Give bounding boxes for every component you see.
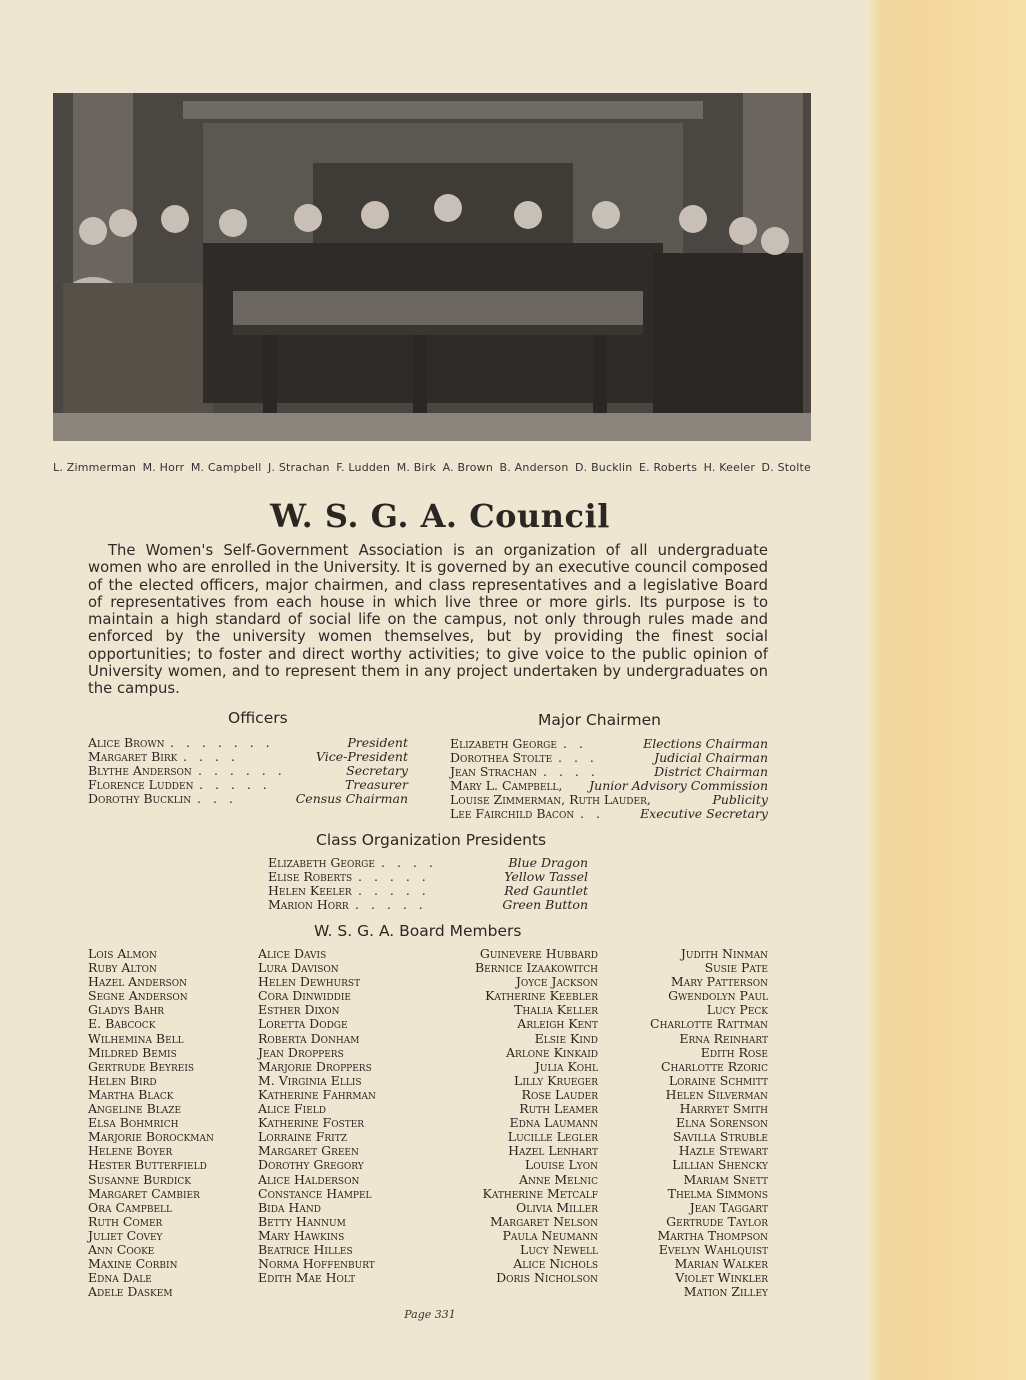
board-member: Hazel Anderson <box>88 974 188 990</box>
leader-dots: . . . . <box>381 855 437 870</box>
role-title: Elections Chairman <box>643 736 768 751</box>
board-member: Alice Halderson <box>258 1171 360 1187</box>
board-member: Gladys Bahr <box>88 1002 165 1018</box>
board-member: Evelyn Wahlquist <box>658 1241 768 1257</box>
member-name: Louise Zimmerman, Ruth Lauder, <box>450 792 651 808</box>
caption-name: E. Roberts <box>638 461 698 474</box>
board-member: Juliet Covey <box>88 1227 163 1243</box>
caption-name: B. Anderson <box>499 461 569 474</box>
major-chairmen-list <box>450 737 768 822</box>
board-member: Ruth Leamer <box>519 1101 598 1117</box>
board-member: Susanne Burdick <box>88 1171 192 1187</box>
role-row <box>268 870 588 884</box>
leader-dots: . . <box>563 736 587 751</box>
board-member: Betty Hannum <box>258 1213 346 1229</box>
board-member: Rose Lauder <box>521 1086 598 1102</box>
board-member: Beatrice Hilles <box>258 1241 353 1257</box>
member-name: Alice Brown <box>88 735 165 750</box>
board-member: Bida Hand <box>258 1199 321 1215</box>
board-member: Wilhemina Bell <box>88 1030 184 1046</box>
board-member: Edith Mae Holt <box>258 1270 356 1286</box>
board-member: Loretta Dodge <box>258 1016 348 1032</box>
board-member: Lois Almon <box>88 946 157 961</box>
board-column-1 <box>88 947 214 1299</box>
role-row <box>88 778 408 792</box>
member-name: Dorothea Stolte <box>450 750 553 766</box>
role-title: Judicial Chairman <box>654 750 768 766</box>
leader-dots: . . . . . <box>199 777 271 793</box>
role-row <box>450 793 768 807</box>
board-member: Susie Pate <box>704 960 768 976</box>
member-name: Elizabeth George <box>450 736 557 751</box>
caption-name: J. Strachan <box>268 461 330 474</box>
board-member: Thalia Keller <box>514 1002 598 1018</box>
board-column-4 <box>590 947 768 1299</box>
board-member: Segne Anderson <box>88 988 188 1004</box>
leader-dots: . . <box>580 806 604 822</box>
page-title: W. S. G. A. Council <box>270 497 610 535</box>
role-row <box>450 751 768 765</box>
board-member: Hazle Stewart <box>678 1143 768 1159</box>
caption-name: H. Keeler <box>703 461 756 474</box>
board-member: Loraine Schmitt <box>668 1072 768 1088</box>
role-title: Blue Dragon <box>508 855 588 870</box>
leader-dots: . . . . . <box>358 869 430 885</box>
role-row <box>268 856 588 870</box>
group-photo-illustration <box>53 93 811 441</box>
board-member: Helen Dewhurst <box>258 974 361 990</box>
board-member: Julia Kohl <box>534 1058 598 1074</box>
board-member: Angeline Blaze <box>88 1101 182 1117</box>
leader-dots: . . . . . . <box>198 763 286 779</box>
leader-dots: . . . . <box>543 764 599 780</box>
board-member: Elna Sorenson <box>675 1115 768 1131</box>
board-member: Norma Hoffenburt <box>258 1256 375 1272</box>
board-member: Jean Taggart <box>689 1199 768 1215</box>
board-member: Lucille Legler <box>507 1129 598 1145</box>
caption-name: L. Zimmerman <box>53 461 137 474</box>
member-name: Dorothy Bucklin <box>88 791 192 807</box>
board-member: Olivia Miller <box>516 1199 598 1215</box>
board-member: Margaret Nelson <box>490 1213 598 1229</box>
board-member: Gertrude Beyreis <box>88 1058 195 1074</box>
board-member: Maxine Corbin <box>88 1256 178 1272</box>
board-member: Marjorie Droppers <box>258 1058 372 1074</box>
caption-name: D. Bucklin <box>575 461 633 474</box>
role-title: District Chairman <box>654 764 768 780</box>
role-row <box>88 750 408 764</box>
member-name: Jean Strachan <box>450 764 537 780</box>
leader-dots: . . . . . <box>358 883 430 899</box>
board-member: Lura Davison <box>258 960 339 976</box>
board-member: Hester Butterfield <box>88 1157 207 1173</box>
board-member: Guinevere Hubbard <box>479 946 598 961</box>
board-member: Arleigh Kent <box>517 1016 598 1032</box>
board-member: Helen Bird <box>88 1072 157 1088</box>
role-row <box>268 898 588 912</box>
board-member: Ruth Comer <box>88 1213 163 1229</box>
board-member: Edith Rose <box>700 1044 768 1060</box>
board-member: Louise Lyon <box>524 1157 598 1173</box>
board-member: Lucy Newell <box>520 1241 598 1257</box>
role-title: Publicity <box>712 792 768 808</box>
member-name: Margaret Birk <box>88 749 178 765</box>
major-chairmen-heading: Major Chairmen <box>538 711 661 729</box>
board-member: Lorraine Fritz <box>258 1129 347 1145</box>
member-name: Marion Horr <box>268 897 349 913</box>
board-member: Alice Nichols <box>513 1256 598 1272</box>
leader-dots: . . . . <box>183 749 239 765</box>
board-member: Edna Laumann <box>509 1115 598 1131</box>
board-member: Thelma Simmons <box>667 1185 768 1201</box>
role-row <box>450 779 768 793</box>
officers-heading: Officers <box>228 709 288 727</box>
role-title: Secretary <box>346 763 408 779</box>
board-member: Anne Melnic <box>519 1171 598 1187</box>
leader-dots: . . . <box>197 791 237 807</box>
board-member: Roberta Donham <box>258 1030 360 1046</box>
board-member: Violet Winkler <box>675 1270 768 1286</box>
class-presidents-list <box>268 856 588 912</box>
board-member: Lillian Shencky <box>672 1157 768 1173</box>
member-name: Mary L. Campbell, <box>450 778 563 794</box>
board-member: E. Babcock <box>88 1016 156 1032</box>
board-member: Katherine Foster <box>258 1115 365 1131</box>
board-member: Arlone Kinkaid <box>506 1044 598 1060</box>
class-presidents-heading: Class Organization Presidents <box>316 831 547 849</box>
role-title: Executive Secretary <box>640 806 768 822</box>
board-member: Edna Dale <box>88 1270 152 1286</box>
board-member: Elsie Kind <box>534 1030 598 1046</box>
board-column-2 <box>258 947 376 1285</box>
board-column-3 <box>420 947 598 1285</box>
role-title: Red Gauntlet <box>504 883 588 899</box>
board-member: Ruby Alton <box>88 960 157 976</box>
role-title: Treasurer <box>345 777 408 793</box>
role-row <box>88 764 408 778</box>
board-member: Doris Nicholson <box>496 1270 598 1286</box>
role-row <box>88 736 408 750</box>
caption-name: F. Ludden <box>336 461 391 474</box>
role-row <box>450 737 768 751</box>
board-member: Adele Daskem <box>88 1284 173 1300</box>
role-title: Junior Advisory Commission <box>589 778 768 794</box>
board-member: Mation Zilley <box>683 1284 768 1300</box>
member-name: Elise Roberts <box>268 869 353 885</box>
board-member: Mary Hawkins <box>258 1227 345 1243</box>
caption-name: D. Stolte <box>761 461 811 474</box>
board-member: Constance Hampel <box>258 1185 372 1201</box>
board-member: Alice Davis <box>258 946 327 961</box>
board-member: Marian Walker <box>674 1256 768 1272</box>
board-member: M. Virginia Ellis <box>258 1072 362 1088</box>
board-member: Elsa Bohmrich <box>88 1115 179 1131</box>
board-member: Hazel Lenhart <box>508 1143 598 1159</box>
board-member: Helen Silverman <box>665 1086 768 1102</box>
board-member: Bernice Izaakowitch <box>475 960 598 976</box>
board-member: Charlotte Rattman <box>650 1016 768 1032</box>
role-title: President <box>347 735 408 750</box>
member-name: Lee Fairchild Bacon <box>450 806 575 822</box>
board-member: Judith Ninman <box>680 946 768 961</box>
caption-name: A. Brown <box>442 461 494 474</box>
board-member: Gertrude Taylor <box>666 1213 768 1229</box>
role-row <box>268 884 588 898</box>
board-heading: W. S. G. A. Board Members <box>314 922 522 940</box>
caption-name: M. Horr <box>142 461 185 474</box>
page-number: Page 331 <box>404 1308 456 1321</box>
board-member: Ora Campbell <box>88 1199 172 1215</box>
board-member: Margaret Green <box>258 1143 359 1159</box>
leader-dots: . . . . . <box>355 897 427 913</box>
board-member: Alice Field <box>258 1101 326 1117</box>
member-name: Elizabeth George <box>268 855 375 870</box>
member-name: Helen Keeler <box>268 883 352 899</box>
board-member: Martha Thompson <box>657 1227 768 1243</box>
board-member: Mariam Snett <box>683 1171 768 1187</box>
board-member: Joyce Jackson <box>515 974 598 990</box>
board-member: Charlotte Rzoric <box>660 1058 768 1074</box>
photo-caption <box>53 461 811 474</box>
board-member: Harryet Smith <box>679 1101 768 1117</box>
role-row <box>450 765 768 779</box>
board-member: Marjorie Borockman <box>88 1129 214 1145</box>
board-member: Lilly Krueger <box>514 1072 598 1088</box>
leader-dots: . . . . . . . <box>170 735 274 750</box>
officers-list <box>88 736 408 806</box>
board-member: Margaret Cambier <box>88 1185 200 1201</box>
board-member: Lucy Peck <box>706 1002 768 1018</box>
board-member: Paula Neumann <box>502 1227 598 1243</box>
role-title: Vice-President <box>315 749 408 765</box>
intro-paragraph: The Women's Self-Government Association is an organization of all undergraduate women who are enrolled in the University. It is governed by an executive council composed of the elected officers, major chairmen, and class representatives and a legislative Board of representatives from each house in which live three or more girls. Its purpose is to maintain a high standard of social life on the campus, not only through rules made and enforced by the university women themselves, but by providing the finest social opportunities; to foster and direct worthy activities; to give voice to the public opinion of University women, and to represent them in any project undertaken by undergraduates on the campus. <box>88 542 768 698</box>
role-title: Census Chairman <box>295 791 408 807</box>
member-name: Blythe Anderson <box>88 763 192 779</box>
board-member: Esther Dixon <box>258 1002 340 1018</box>
board-member: Erna Reinhart <box>679 1030 768 1046</box>
board-member: Dorothy Gregory <box>258 1157 364 1173</box>
board-member: Mildred Bemis <box>88 1044 177 1060</box>
board-member: Katherine Metcalf <box>482 1185 598 1201</box>
role-title: Yellow Tassel <box>504 869 588 885</box>
role-row <box>450 807 768 821</box>
board-member: Gwendolyn Paul <box>668 988 768 1004</box>
board-member: Katherine Keebler <box>485 988 598 1004</box>
board-member: Helene Boyer <box>88 1143 173 1159</box>
role-row <box>88 792 408 806</box>
caption-name: M. Campbell <box>190 461 262 474</box>
leader-dots: . . . <box>558 750 598 766</box>
board-member: Mary Patterson <box>670 974 768 990</box>
member-name: Florence Ludden <box>88 777 194 793</box>
board-member: Martha Black <box>88 1086 174 1102</box>
caption-name: M. Birk <box>396 461 437 474</box>
board-member: Jean Droppers <box>258 1044 344 1060</box>
board-member: Savilla Struble <box>672 1129 768 1145</box>
board-member: Ann Cooke <box>88 1241 155 1257</box>
role-title: Green Button <box>502 897 588 913</box>
decorative-margin-band <box>868 0 1026 1380</box>
board-member: Katherine Fahrman <box>258 1086 376 1102</box>
board-member: Cora Dinwiddie <box>258 988 352 1004</box>
group-photograph <box>53 93 811 441</box>
